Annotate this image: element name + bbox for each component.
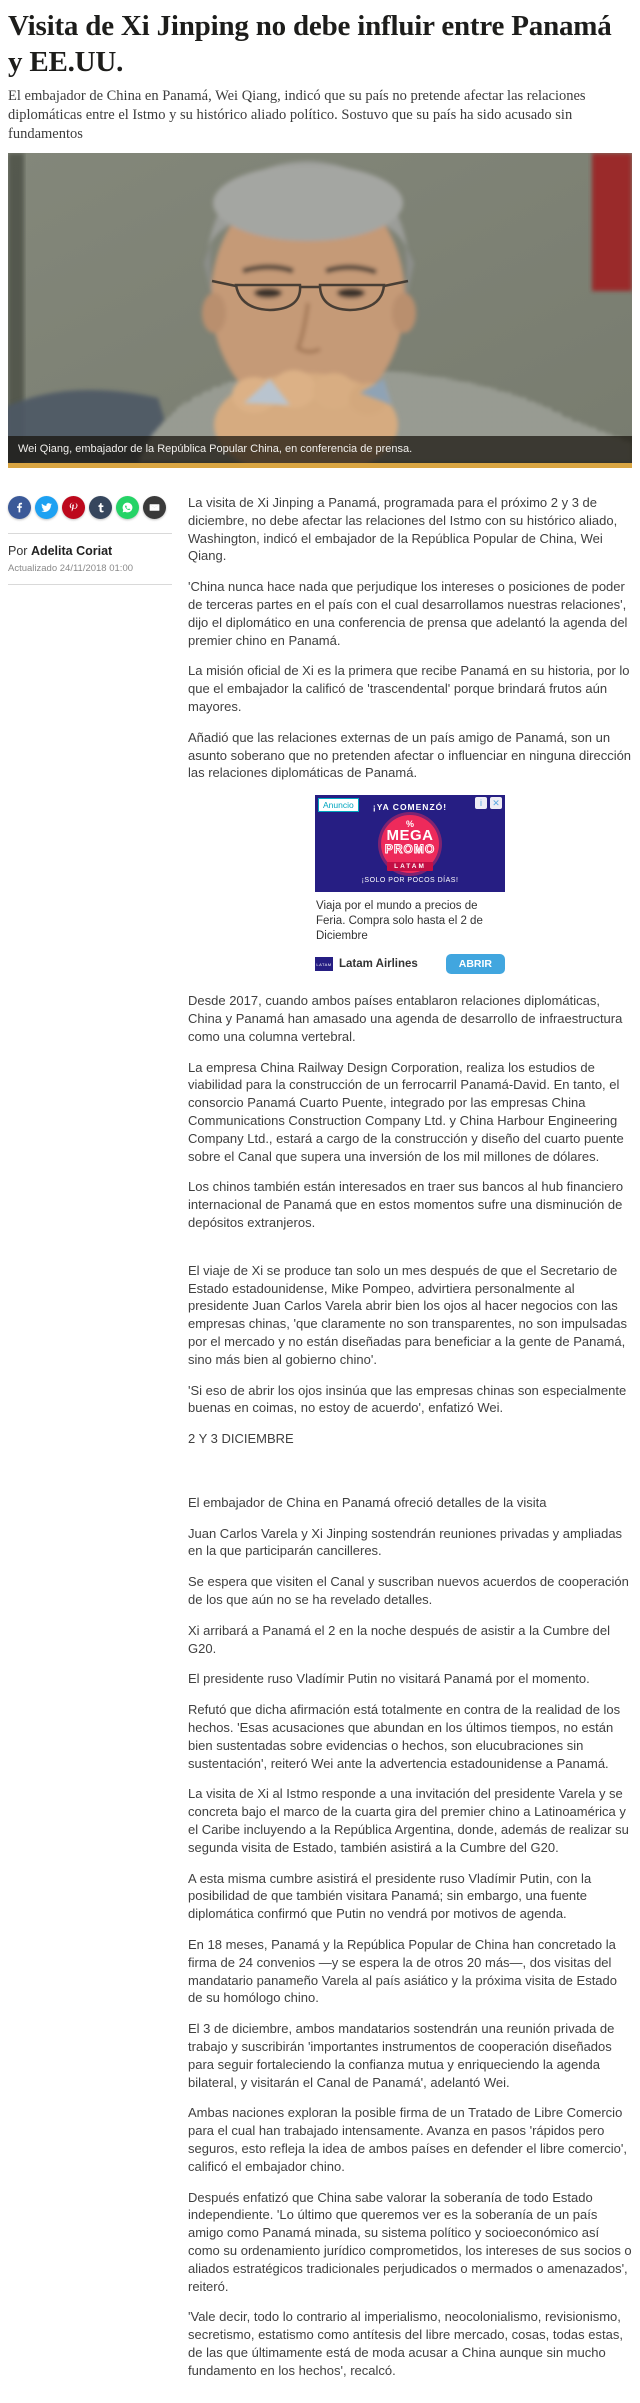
article-paragraph: El 3 de diciembre, ambos mandatarios sostendrán una reunión privada de trabajo y suscribirán 'importantes instrumentos de cooperación diseñados para seguir fortaleciendo la confianza mutua y enriqueciendo la agenda bilateral, y visitarán el Canal de Panamá', adelantó Wei. bbox=[188, 2021, 615, 2090]
article-paragraph: 'Vale decir, todo lo contrario al imperialismo, neocolonialismo, revisionismo, secretismo, estatismo como antítesis del libre mercado, cosas, todas estas, de las que últimamente está de moda acusar a China aunque sin mucho fundamento en los hechos', recalcó. bbox=[188, 2309, 623, 2378]
ad-info-icon[interactable]: i bbox=[475, 797, 487, 809]
ad-close-icon[interactable]: ✕ bbox=[490, 797, 502, 809]
article-body bbox=[186, 494, 632, 2393]
divider bbox=[8, 584, 172, 585]
article-paragraph: A esta misma cumbre asistirá el presidente ruso Vladímir Putin, con la posibilidad de que también visitara Panamá; sin embargo, una fuente diplomática confirmó que Putin no vendrá por motivos de agenda. bbox=[188, 1870, 592, 1922]
headline: Visita de Xi Jinping no debe influir entre Panamá y EE.UU. bbox=[8, 10, 612, 78]
facebook-icon bbox=[13, 501, 26, 514]
section-subhead: 2 Y 3 DICIEMBRE bbox=[188, 1431, 294, 1447]
share-buttons bbox=[8, 496, 172, 519]
article-paragraph: Desde 2017, cuando ambos países entablaron relaciones diplomáticas, China y Panamá han amasado una agenda de desarrollo de infraestructura como una columna vertebral. bbox=[188, 993, 623, 1044]
share-email-button[interactable] bbox=[143, 496, 166, 519]
twitter-icon bbox=[40, 501, 53, 514]
advertisement[interactable] bbox=[315, 795, 505, 976]
latam-ribbon: LATAM bbox=[387, 862, 433, 871]
article-paragraph: El embajador de China en Panamá ofreció detalles de la visita bbox=[188, 1494, 547, 1510]
article-paragraph: Juan Carlos Varela y Xi Jinping sostendrán reuniones privadas y ampliadas en la que participarán cancilleres. bbox=[188, 1525, 623, 1559]
article-paragraph: La misión oficial de Xi es la primera que recibe Panamá en su historia, por lo que el embajador la calificó de 'trascendental' porque brindará frutos aún mayores. bbox=[188, 663, 630, 714]
article-paragraph: Después enfatizó que China sabe valorar la soberanía de todo Estado independiente. 'Lo último que queremos ver es la soberanía de un país amigo como Panamá minada, su sistema político y socioeconómico así como su ordenamiento jurídico comprometidos, los intereses de sus socios o aliados estratégicos tradicionales perjudicados o mermados o amenazados', reiteró. bbox=[188, 2189, 632, 2294]
article-paragraph: El viaje de Xi se produce tan solo un mes después de que el Secretario de Estado estadounidense, Mike Pompeo, advirtiera personalmente al presidente Juan Carlos Varela abrir bien los ojos al hacer negocios con las empresas chinas, 'que claramente no son transparentes, no son impulsadas por el mercado y no están diseñadas para beneficiar a la gente de Panamá, sino más bien al gobierno chino'. bbox=[188, 1262, 627, 1367]
author-name[interactable]: Adelita Coriat bbox=[30, 544, 113, 558]
ad-advertiser[interactable]: Latam Airlines bbox=[339, 958, 418, 971]
whatsapp-icon bbox=[121, 501, 134, 514]
article-paragraph: Los chinos también están interesados en traer sus bancos al hub financiero internacional de Panamá que en estos momentos sufre una disminución de depósitos extranjeros. bbox=[188, 1179, 624, 1230]
subheadline: El embajador de China en Panamá, Wei Qiang, indicó que su país no pretende afectar las relaciones diplomáticas entre el Istmo y su histórico aliado político. Sostuvo que su país ha sido acusado sin fundamentos bbox=[8, 88, 586, 142]
share-tumblr-button[interactable] bbox=[89, 496, 112, 519]
ad-description[interactable]: Viaja por el mundo a precios de Feria. Compra solo hasta el 2 de Diciembre bbox=[316, 900, 483, 943]
divider bbox=[8, 533, 172, 534]
article-paragraph: La empresa China Railway Design Corporation, realiza los estudios de viabilidad para la construcción de un ferrocarril Panamá-David. En tanto, el consorcio Panamá Cuarto Puente, integrado por las empresas China Communications Construction Company Ltd. y China Harbour Engineering Company Ltd., estará a cargo de la construcción y diseño del cuarto puente sobre el Canal que supera una inversión de los mil millones de dólares. bbox=[188, 1059, 624, 1164]
share-facebook-button[interactable] bbox=[8, 496, 31, 519]
ad-open-button[interactable]: ABRIR bbox=[446, 954, 505, 974]
latam-logo: LATAM bbox=[315, 957, 333, 971]
byline-prefix: Por bbox=[8, 544, 31, 558]
article-paragraph: La visita de Xi Jinping a Panamá, programada para el próximo 2 y 3 de diciembre, no debe afectar las relaciones del Istmo con su histórico aliado, Washington, indicó el embajador de la República Popular de China, Wei Qiang. bbox=[188, 495, 618, 564]
updated-timestamp: Actualizado 24/11/2018 01:00 bbox=[8, 563, 134, 574]
article-paragraph: Ambas naciones exploran la posible firma de un Tratado de Libre Comercio para el cual han trabajado intensamente. Avanza en pasos 'rápidos pero seguros, esto refleja la idea de ambos países en defender el libre comercio', calificó el embajador chino. bbox=[188, 2105, 627, 2174]
article-paragraph: El presidente ruso Vladímir Putin no visitará Panamá por el momento. bbox=[188, 1671, 590, 1687]
article-paragraph: Se espera que visiten el Canal y suscriban nuevos acuerdos de cooperación de los que aún no se ha revelado detalles. bbox=[188, 1574, 629, 1608]
share-pinterest-button[interactable] bbox=[62, 496, 85, 519]
byline bbox=[8, 544, 172, 558]
article-paragraph: 'China nunca hace nada que perjudique los intereses o posiciones de poder de terceras partes en el país con el cual desarrollamos nuestras relaciones', dijo el diplomático en una conferencia de prensa que adelantó la agenda del premier chino en Panamá. bbox=[188, 579, 628, 648]
article-paragraph: Refutó que dicha afirmación está totalmente en contra de la realidad de los hechos. 'Esas acusaciones que abundan en los últimos tiempos, no están bien sustentadas sobre evidencias o hechos, son elucubraciones sin sustentación', reiteró Wei ante la advertencia estadounidense a Panamá. bbox=[188, 1702, 621, 1771]
ad-banner[interactable] bbox=[315, 795, 505, 892]
article-paragraph: Xi arribará a Panamá el 2 en la noche después de asistir a la Cumbre del G20. bbox=[188, 1622, 611, 1656]
mega-promo-badge: % MEGA PROMO LATAM bbox=[381, 815, 439, 873]
article-meta-column bbox=[8, 494, 186, 595]
photo-caption: Wei Qiang, embajador de la República Popular China, en conferencia de prensa. bbox=[8, 436, 632, 463]
tumblr-icon bbox=[94, 501, 107, 514]
pinterest-icon bbox=[67, 501, 80, 514]
article-photo bbox=[8, 153, 632, 468]
ad-footnote: ¡SOLO POR POCOS DÍAS! bbox=[361, 877, 459, 885]
share-twitter-button[interactable] bbox=[35, 496, 58, 519]
ad-label: Anuncio bbox=[318, 798, 359, 812]
photo-accent-line bbox=[8, 463, 632, 468]
article-paragraph: 'Si eso de abrir los ojos insinúa que las empresas chinas son especialmente buenas en coimas, no estoy de acuerdo', enfatizó Wei. bbox=[188, 1382, 627, 1416]
share-whatsapp-button[interactable] bbox=[116, 496, 139, 519]
ad-kicker: ¡YA COMENZÓ! bbox=[372, 802, 448, 813]
article-paragraph: En 18 meses, Panamá y la República Popular de China han concretado la firma de 24 convenios —y se espera la de otros 20 más—, dos visitas del mandatario panameño Varela al país asiático y la próxima visita de Estado de su homólogo chino. bbox=[188, 1937, 617, 2006]
photo-illustration bbox=[8, 153, 632, 463]
email-icon bbox=[148, 501, 161, 514]
article-paragraph: La visita de Xi al Istmo responde a una invitación del presidente Varela y se concreta bajo el marco de la cuarta gira del premier chino a Latinoamérica y el Caribe incluyendo a la República Argentina, donde, además de realizar su segunda visita de Estado, también asistirá a la Cumbre del G20. bbox=[188, 1786, 629, 1855]
article-paragraph: Añadió que las relaciones externas de un país amigo de Panamá, son un asunto soberano que no pretenden afectar o influenciar en ninguna dirección las relaciones diplomáticas de Panamá. bbox=[188, 729, 632, 781]
